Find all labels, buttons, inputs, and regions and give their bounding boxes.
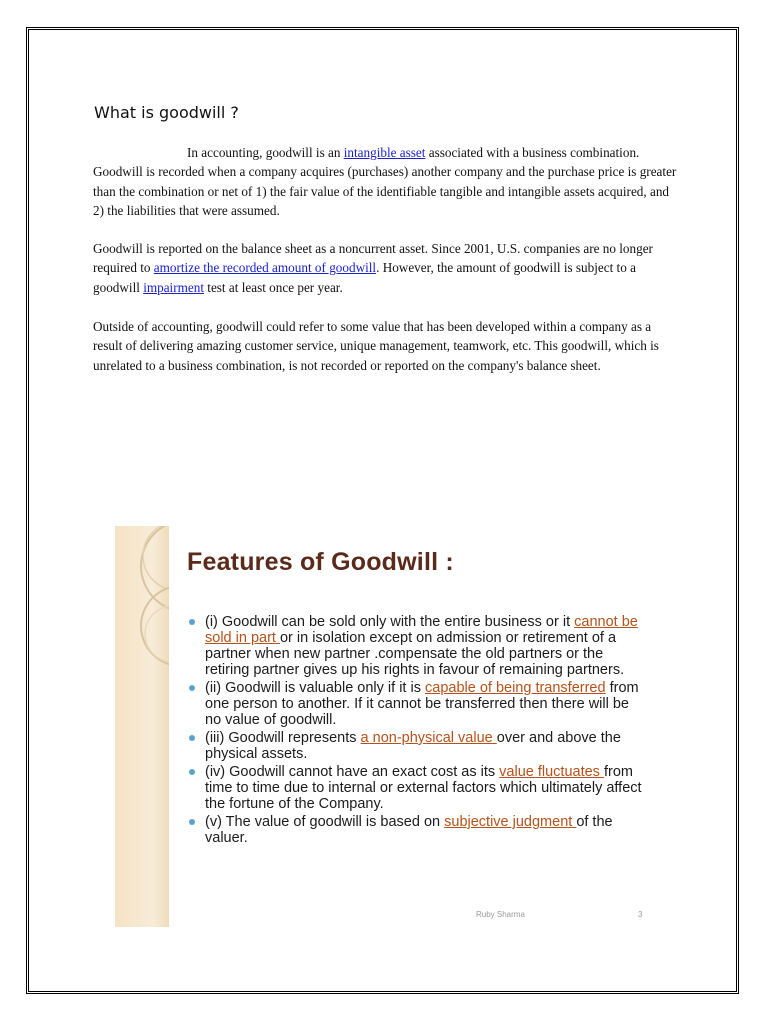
list-item	[189, 764, 649, 812]
list-item	[189, 730, 649, 762]
bullet-text: over and above the physical assets.	[205, 730, 621, 762]
bullet-text: (iii) Goodwill represents	[205, 730, 361, 746]
intangible-asset-link[interactable]: intangible asset	[343, 145, 426, 160]
bullet-text: from one person to another. If it cannot be transferred then there will be no value of goodwill.	[205, 680, 639, 728]
slide-footer-author: Ruby Sharma	[476, 910, 525, 919]
slide-decorative-strip	[115, 526, 169, 927]
bullet-icon	[189, 735, 195, 741]
bullet-text: (i) Goodwill can be sold only with the entire business or it	[205, 614, 575, 630]
bullet-highlight: subjective judgment	[444, 814, 577, 830]
bullet-icon	[189, 685, 195, 691]
bullet-icon	[189, 769, 195, 775]
features-list	[189, 614, 649, 848]
decorative-circles-icon	[115, 526, 169, 927]
bullet-text: or in isolation except on admission or retirement of a partner when new partner .compensate the old partners or the retiring partner gives up his rights in favour of remaining partners.	[205, 630, 625, 678]
paragraph-1-text-a: In accounting, goodwill is an	[187, 145, 344, 160]
paragraph-1-text-b: associated with a business combination. Goodwill is recorded when a company acquires (purchases) another company and the purchase price is greater than the combination or net of 1) the fair value of the identifiable tangible and intangible assets acquired, and 2) the liabilities that were assumed.	[93, 145, 677, 219]
bullet-icon	[189, 819, 195, 825]
slide-title: Features of Goodwill :	[187, 548, 454, 576]
bullet-highlight: cannot be sold in part	[205, 614, 638, 646]
slide-page-number: 3	[638, 910, 643, 919]
paragraph-2	[93, 239, 683, 297]
paragraph-3-text: Outside of accounting, goodwill could refer to some value that has been developed within a company as a result of delivering amazing customer service, unique management, teamwork, etc. This goodwill, which is unrelated to a business combination, is not recorded or reported on the company's balance sheet.	[93, 319, 659, 373]
bullet-highlight: value fluctuates	[499, 764, 604, 780]
page-heading: What is goodwill ?	[94, 103, 239, 122]
bullet-text: (v) The value of goodwill is based on	[205, 814, 445, 830]
impairment-link[interactable]: impairment	[143, 279, 204, 295]
list-item	[189, 814, 649, 846]
amortize-goodwill-link[interactable]: amortize the recorded amount of goodwill	[153, 260, 377, 276]
paragraph-3	[93, 317, 683, 375]
bullet-highlight: capable of being transferred	[425, 680, 606, 696]
paragraph-1	[93, 143, 683, 221]
paragraph-2-text-b: . However, the amount of goodwill is subject to a goodwill	[93, 260, 636, 295]
bullet-text: (iv) Goodwill cannot have an exact cost as its	[205, 764, 500, 780]
list-item	[189, 614, 649, 678]
paragraph-2-text-a: Goodwill is reported on the balance sheet as a noncurrent asset. Since 2001, U.S. companies are no longer required to	[93, 241, 653, 276]
bullet-text: of the valuer.	[205, 814, 613, 846]
bullet-text: from time to time due to internal or external factors which ultimately affect the fortune of the Company.	[205, 764, 642, 812]
bullet-icon	[189, 619, 195, 625]
bullet-highlight: a non-physical value	[360, 730, 497, 746]
paragraph-2-text-c: test at least once per year.	[203, 279, 343, 295]
list-item	[189, 680, 649, 728]
features-slide-image	[115, 526, 656, 927]
bullet-text: (ii) Goodwill is valuable only if it is	[205, 680, 425, 696]
